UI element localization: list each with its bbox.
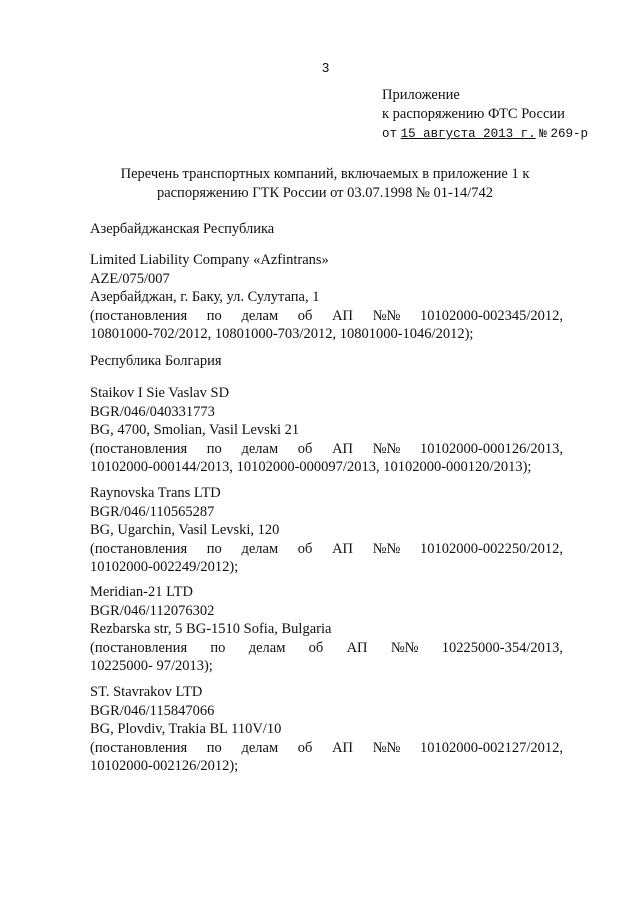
company-name: Staikov I Sie Vaslav SD xyxy=(90,385,230,401)
title-line2: распоряжению ГТК России от 03.07.1998 № 01-14/742 xyxy=(156,185,494,201)
decision-word: АП xyxy=(332,307,354,324)
decision-line xyxy=(90,540,563,559)
decision-word: №№ xyxy=(372,307,401,324)
appendix-number-sign: № xyxy=(539,127,547,141)
company-address: BG, Plovdiv, Trakia BL 110V/10 xyxy=(90,721,282,737)
decision-word: №№ xyxy=(372,440,401,457)
company-entry xyxy=(90,484,563,577)
section-azerbaijan xyxy=(90,220,274,239)
decision-word: АП xyxy=(332,440,354,457)
company-code: BGR/046/112076302 xyxy=(90,602,215,619)
country-heading: Азербайджанская Республика xyxy=(90,221,275,237)
company-name: ST. Stavrakov LTD xyxy=(90,684,203,700)
title-line1: Перечень транспортных компаний, включаемых в приложение 1 к xyxy=(120,166,530,182)
decision-line xyxy=(90,307,563,326)
decision-word: 10102000-002345/2012, xyxy=(420,307,563,324)
decision-word: по xyxy=(206,440,222,457)
company-name: Meridian-21 LTD xyxy=(90,584,193,600)
decision-word: (постановления xyxy=(90,540,188,557)
decision-word: №№ xyxy=(390,639,419,656)
appendix-number: 269-р xyxy=(550,127,588,141)
decision-continuation: 10102000-002249/2012); xyxy=(90,559,239,575)
decision-word: делам xyxy=(241,307,279,324)
company-address: Rezbarska str, 5 BG-1510 Sofia, Bulgaria xyxy=(90,621,332,637)
decision-word: АП xyxy=(346,639,368,656)
company-entry xyxy=(90,251,563,344)
decision-word: делам xyxy=(241,739,279,756)
appendix-line1: Приложение xyxy=(382,87,460,103)
decision-word: делам xyxy=(241,440,279,457)
company-entry xyxy=(90,583,563,676)
company-entry xyxy=(90,384,563,477)
decision-word: об xyxy=(297,739,313,756)
decision-word: 10102000-002250/2012, xyxy=(420,540,563,557)
decision-word: делам xyxy=(248,639,286,656)
decision-word: по xyxy=(206,307,222,324)
page-number: 3 xyxy=(322,60,330,75)
decision-word: (постановления xyxy=(90,639,188,656)
decision-word: (постановления xyxy=(90,440,188,457)
decision-line xyxy=(90,440,563,459)
decision-word: АП xyxy=(332,540,354,557)
decision-word: 10102000-002127/2012, xyxy=(420,739,563,756)
decision-word: АП xyxy=(332,739,354,756)
decision-continuation: 10102000-002126/2012); xyxy=(90,758,239,774)
decision-line xyxy=(90,739,563,758)
decision-word: (постановления xyxy=(90,307,188,324)
decision-word: №№ xyxy=(372,540,401,557)
decision-continuation: 10102000-000144/2013, 10102000-000097/2013, 10102000-000120/2013); xyxy=(90,459,532,475)
decision-word: №№ xyxy=(372,739,401,756)
company-address: Азербайджан, г. Баку, ул. Сулутапа, 1 xyxy=(90,289,320,305)
company-address: BG, Ugarchin, Vasil Levski, 120 xyxy=(90,522,280,538)
company-code: BGR/046/115847066 xyxy=(90,702,215,719)
company-address: BG, 4700, Smolian, Vasil Levski 21 xyxy=(90,422,300,438)
decision-word: (постановления xyxy=(90,739,188,756)
decision-word: об xyxy=(308,639,324,656)
company-code: BGR/046/110565287 xyxy=(90,503,215,520)
company-name: Raynovska Trans LTD xyxy=(90,485,221,501)
company-entry xyxy=(90,683,563,776)
appendix-date-line xyxy=(382,124,588,144)
decision-word: 10102000-000126/2013, xyxy=(420,440,563,457)
decision-word: об xyxy=(297,540,313,557)
appendix-ot: от xyxy=(382,127,398,141)
decision-word: делам xyxy=(241,540,279,557)
country-heading: Республика Болгария xyxy=(90,353,222,369)
decision-word: об xyxy=(297,307,313,324)
appendix-header xyxy=(382,86,588,144)
appendix-line2: к распоряжению ФТС России xyxy=(382,106,565,122)
decision-word: по xyxy=(210,639,226,656)
document-title xyxy=(90,165,560,203)
company-name: Limited Liability Company «Azfintrans» xyxy=(90,252,329,268)
decision-continuation: 10801000-702/2012, 10801000-703/2012, 10801000-1046/2012); xyxy=(90,326,474,342)
company-code: BGR/046/040331773 xyxy=(90,403,215,420)
decision-word: по xyxy=(206,540,222,557)
decision-line xyxy=(90,639,563,658)
decision-word: об xyxy=(297,440,313,457)
appendix-date: 15 августа 2013 г. xyxy=(400,127,536,141)
decision-continuation: 10225000- 97/2013); xyxy=(90,658,213,674)
decision-word: 10225000-354/2013, xyxy=(441,639,563,656)
section-bulgaria xyxy=(90,352,222,371)
company-code: AZE/075/007 xyxy=(90,270,170,287)
decision-word: по xyxy=(206,739,222,756)
